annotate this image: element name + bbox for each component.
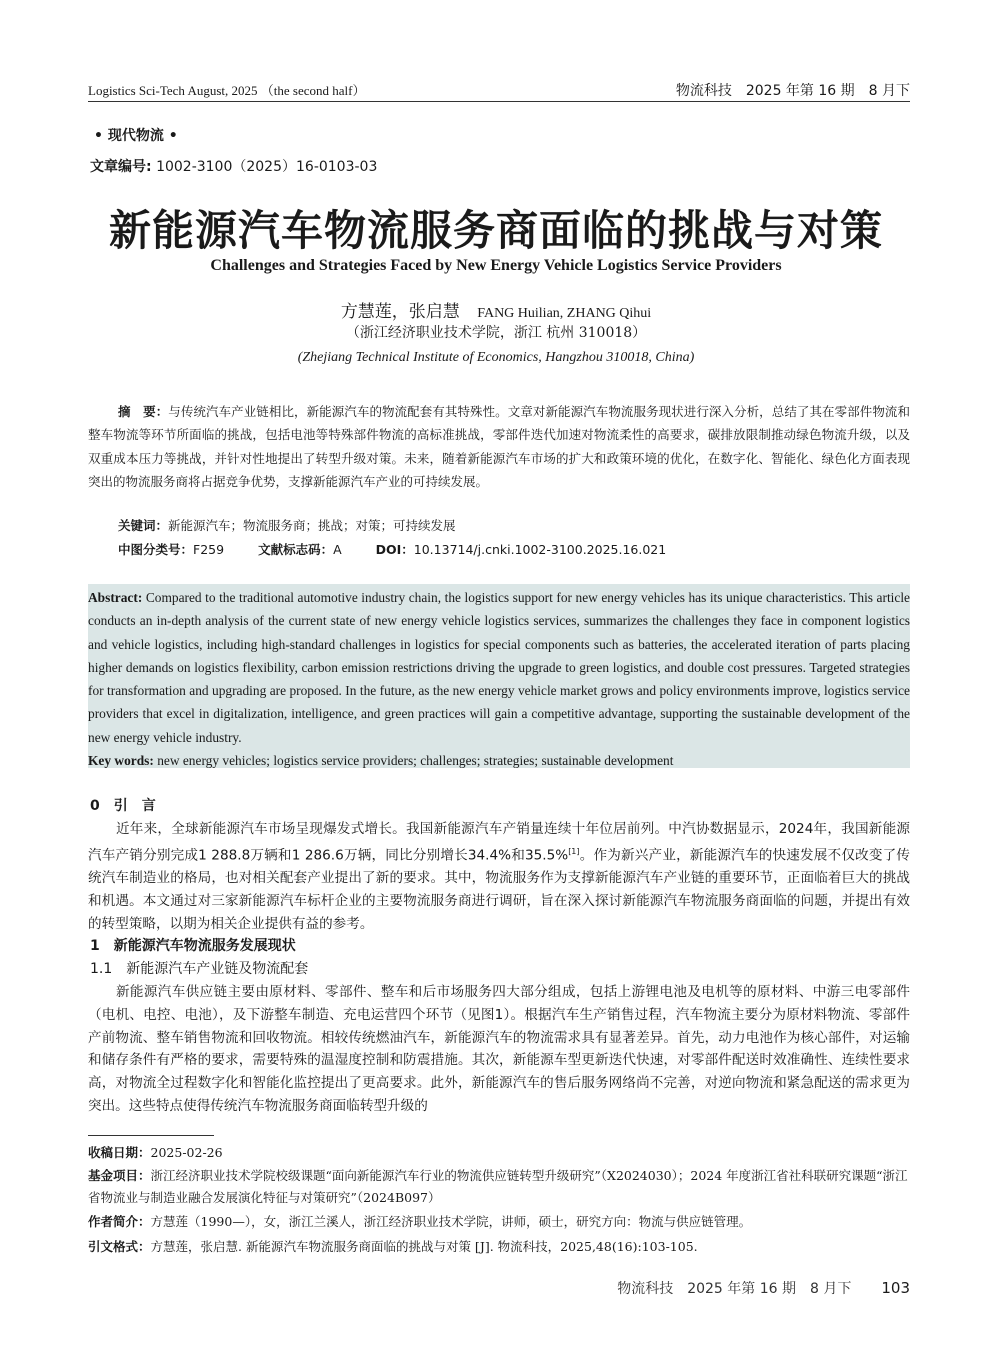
doc-code-label: 文献标志码：: [258, 542, 334, 557]
footnote-fund: [88, 1165, 910, 1209]
citation-ref: [1]: [568, 846, 580, 856]
doc-code-value: A: [333, 542, 342, 557]
article-number-value: 1002-3100（2025）16-0103-03: [156, 159, 378, 175]
clc-label: 中图分类号：: [118, 542, 194, 557]
doi-label: DOI：: [375, 542, 414, 557]
abstract-english-paragraph: [88, 586, 910, 749]
footnote-author: [88, 1211, 910, 1233]
keywords-english-text: new energy vehicles; logistics service providers; challenges; strategies; sustainable development: [157, 753, 674, 769]
abstract-chinese-text: 与传统汽车产业链相比，新能源汽车的物流配套有其特殊性。文章对新能源汽车物流服务现状进行深入分析，总结了其在零部件物流和整车物流等环节所面临的挑战，包括电池等特殊部件物流的高标准挑战，零部件迭代加速对物流柔性的高要求，碳排放限制推动绿色物流升级，以及双重成本压力等挑战，并针对性地提出了转型升级对策。未来，随着新能源汽车市场的扩大和政策环境的优化，在数字化、智能化、绿色化方面表现突出的物流服务商将占据竞争优势，支撑新能源汽车产业的可持续发展。: [88, 404, 910, 489]
author-bio-text: 方慧莲（1990—），女，浙江兰溪人，浙江经济职业技术学院，讲师，硕士，研究方向：物流与供应链管理。: [150, 1214, 752, 1229]
affiliation-english: (Zhejiang Technical Institute of Economics, Hangzhou 310018, China): [297, 350, 695, 365]
fund-label: 基金项目：: [88, 1168, 151, 1183]
footnote-received: [88, 1142, 910, 1164]
abstract-english-text: Compared to the traditional automotive industry chain, the logistics support for new energy vehicles has its unique characteristics. This article conducts an in-depth analysis of the current state of new energy vehicle logistics services, summarizes the challenges they face in component logistics and vehicle logistics, including high-standard challenges in logistics for special components such as batteries, the accelerated iteration of parts placing higher demands on logistics flexibility, carbon emission restrictions driving the upgrade to green logistics, and double cost pressures. Targeted strategies for transformation and upgrading are proposed. In the future, as the new energy vehicle market grows and policy environments improve, logistics service providers that excel in digitalization, intelligence, and green practices will gain a competitive advantage, supporting the sustainable development of the new energy vehicle industry.: [88, 590, 910, 745]
classification-line: [118, 540, 696, 558]
citation-format-text: 方慧莲，张启慧. 新能源汽车物流服务商面临的挑战与对策 [J]. 物流科技，2025,48(16):103-105.: [150, 1239, 698, 1254]
affiliation-chinese: （浙江经济职业技术学院，浙江 杭州 310018）: [345, 325, 647, 341]
keywords-english-label: Key words:: [88, 753, 154, 769]
section-heading-intro: 0 引 言: [90, 798, 156, 814]
fund-text: 浙江经济职业技术学院校级课题“面向新能源汽车行业的物流供应链转型升级研究”（X2024030）；2024 年度浙江省社科联研究课题“浙江省物流业与制造业融合发展演化特征与对策研究”（2024B097）: [88, 1168, 908, 1205]
footer-journal: 物流科技 2025 年第 16 期 8 月下: [617, 1281, 852, 1297]
header-rule: [88, 101, 910, 102]
abstract-english: [88, 586, 910, 772]
keywords-chinese: [118, 516, 456, 534]
intro-body: [88, 818, 910, 936]
authors-english: FANG Huilian, ZHANG Qihui: [477, 306, 652, 321]
received-date: 2025-02-26: [150, 1145, 223, 1160]
page-number: 103: [881, 1279, 910, 1297]
running-header-left: Logistics Sci-Tech August, 2025 （the second half）: [88, 83, 366, 98]
authors: [0, 297, 992, 322]
keywords-english: [88, 749, 910, 772]
article-number-label: 文章编号:: [90, 159, 152, 175]
article-number: [90, 156, 377, 176]
page-footer: [617, 1278, 910, 1298]
title-english: Challenges and Strategies Faced by New Energy Vehicle Logistics Service Providers: [210, 257, 782, 274]
keywords-chinese-label: 关键词：: [118, 518, 169, 533]
section-1-1-body: [88, 981, 910, 1118]
intro-paragraph: [88, 818, 910, 936]
section-1-1-paragraph: 新能源汽车供应链主要由原材料、零部件、整车和后市场服务四大部分组成，包括上游锂电池及电机等的原材料、中游三电零部件（电机、电控、电池），及下游整车制造、充电运营四个环节（见图1）。根据汽车生产销售过程，汽车物流主要分为原材料物流、零部件产前物流、整车销售物流和回收物流。相较传统燃油汽车，新能源汽车的物流需求具有显著差异。首先，动力电池作为核心部件，对运输和储存条件有严格的要求，需要特殊的温湿度控制和防震措施。其次，新能源车型更新迭代快速，对零部件配送时效准确性、连续性要求高，对物流全过程数字化和智能化监控提出了更高要求。此外，新能源汽车的售后服务网络尚不完善，对逆向物流和紧急配送的需求更为突出。这些特点使得传统汽车物流服务商面临转型升级的: [88, 984, 910, 1114]
received-label: 收稿日期：: [88, 1145, 151, 1160]
authors-chinese: 方慧莲，张启慧: [340, 302, 460, 322]
abstract-chinese-label: 摘 要：: [118, 404, 169, 419]
section-tag: • 现代物流 •: [94, 128, 178, 144]
intro-text-a: 近年来，全球新能源汽车市场呈现爆发式增长。我国新能源汽车产销量连续十年位居前列。中汽协数据显示，2024年，我国新能源汽车产销分别完成1 288.8万辆和1 286.6万辆，同比分别增长34.4%和35.5%: [88, 821, 910, 864]
running-header-right: 物流科技 2025 年第 16 期 8 月下: [675, 83, 910, 99]
footnote-rule: [88, 1135, 214, 1136]
section-heading-1-1: 1.1 新能源汽车产业链及物流配套: [90, 961, 309, 977]
doi-value: 10.13714/j.cnki.1002-3100.2025.16.021: [413, 542, 667, 557]
footnote-citation: [88, 1236, 910, 1258]
title-chinese: 新能源汽车物流服务商面临的挑战与对策: [108, 206, 883, 255]
section-heading-1: 1 新能源汽车物流服务发展现状: [90, 938, 296, 954]
clc-value: F259: [193, 542, 225, 557]
intro-text-b: 。作为新兴产业，新能源汽车的快速发展不仅改变了传统汽车制造业的格局，也对相关配套产业提出了新的要求。其中，物流服务作为支撑新能源汽车产业链的重要环节，正面临着巨大的挑战和机遇。本文通过对三家新能源汽车标杆企业的主要物流服务商进行调研，旨在深入探讨新能源汽车物流服务商面临的问题，并提出有效的转型策略，以期为相关企业提供有益的参考。: [88, 847, 911, 932]
abstract-chinese: [88, 400, 910, 493]
abstract-english-label: Abstract:: [88, 590, 143, 605]
author-bio-label: 作者简介：: [88, 1214, 151, 1229]
keywords-chinese-text: 新能源汽车；物流服务商；挑战；对策；可持续发展: [168, 518, 456, 533]
citation-format-label: 引文格式：: [88, 1239, 151, 1254]
